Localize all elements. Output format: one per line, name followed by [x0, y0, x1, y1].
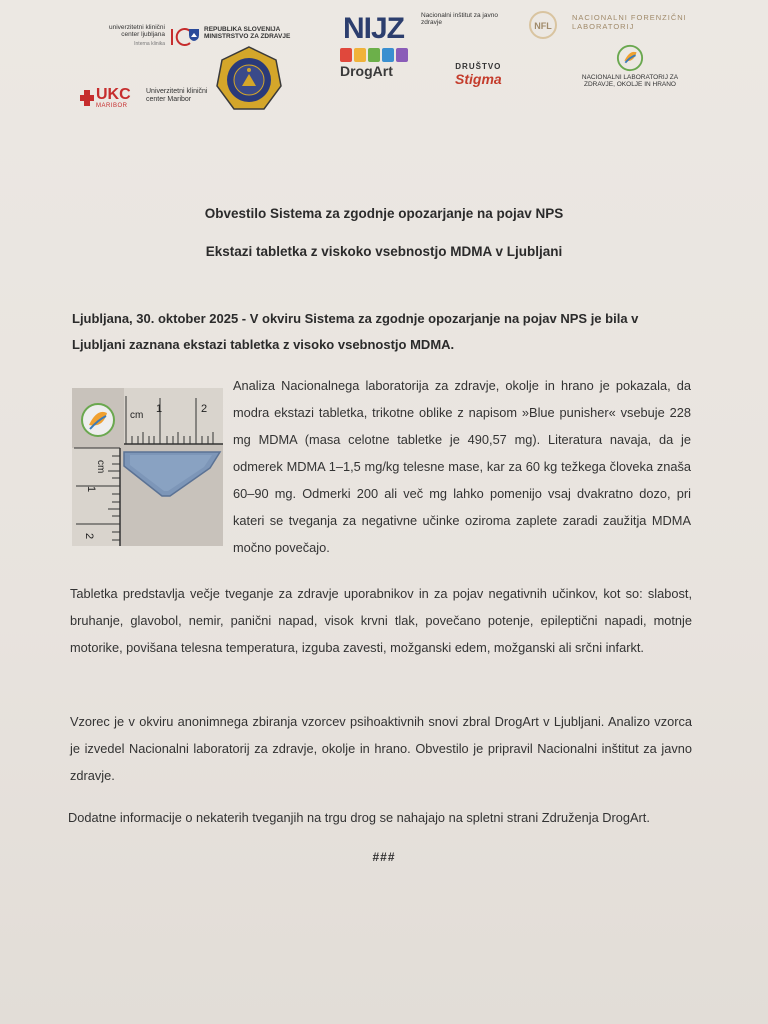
paragraph-risks: Tabletka predstavlja večje tveganje za zdravje uporabnikov in za pojav negativnih učinkov, kot so: slabost, bruhanje, glavobol, nemir, panični napad, visok krvni tlak, povečano potenje, epileptični napadi, motnje motorike, povišana telesna temperatura, izguba zavesti, možganski edem, možganski ali srčni infarkt. — [70, 586, 692, 655]
ministrstvo-text: REPUBLIKA SLOVENIJA MINISTRSTVO ZA ZDRAVJE — [204, 26, 291, 41]
paragraph-more-info: Dodatne informacije o nekaterih tveganjih na trgu drog se nahajajo na spletni strani Združenja DrogArt. — [68, 810, 650, 825]
ruler-tick-1: 1 — [156, 403, 163, 415]
ruler-side-tick: 1 — [85, 486, 97, 493]
ruler-side-tick-2: 2 — [83, 533, 95, 540]
lead-paragraph: Ljubljana, 30. oktober 2025 - V okviru Sistema za zgodnje opozarjanje na pojav NPS je bila v Ljubljani zaznana ekstazi tabletka z visoko vsebnostjo MDMA. — [72, 311, 639, 352]
ukc-ljubljana-sub: Interna klinika — [134, 40, 165, 47]
drogart-word: DrogArt — [340, 63, 393, 79]
nijz-text: Nacionalni inštitut za javno zdravje — [421, 12, 498, 26]
end-mark: ### — [372, 850, 396, 864]
ukc-maribor-text: Univerzitetni klinični center Maribor — [146, 88, 208, 104]
ruler-tick-2: 2 — [201, 403, 208, 415]
slovenia-shield-icon — [188, 28, 200, 42]
logo-nlzoh — [575, 44, 685, 89]
nijz-mark: NIJZ — [343, 12, 405, 45]
photo-corner-logo-icon — [82, 404, 114, 436]
nfl-text: NACIONALNI FORENZIČNI LABORATORIJ — [572, 13, 687, 31]
logo-ukc-ljubljana — [90, 24, 165, 48]
logo-drogart — [340, 48, 408, 79]
stigma-line2: Stigma — [455, 71, 502, 87]
paragraph-analysis: Analiza Nacionalnega laboratorija za zdravje, okolje in hrano je pokazala, da modra ekstazi tabletka, trikotne oblike z napisom »Blue punisher« vsebuje 228 mg MDMA (masa celotne tabletke je 490,57 mg). Literatura navaja, da je odmerek MDMA 1–1,5 mg/kg telesne mase, kar za 60 kg težkega človeka znaša 60–90 mg. Odmerki 200 ali več mg lahko pomenijo vsaj dvakratno dozo, pri kateri se tveganja za negativne učinke oziroma zaplete zaradi zaužitja MDMA močno povečajo. — [233, 378, 691, 555]
drogart-bars-icon — [340, 48, 408, 62]
ukc-maribor-city: MARIBOR — [96, 103, 128, 109]
logo-drustvo-stigma — [455, 62, 502, 87]
pill-photo — [72, 388, 223, 546]
page-title: Obvestilo Sistema za zgodnje opozarjanje na pojav NPS — [204, 206, 564, 221]
paragraph-sample: Vzorec je v okviru anonimnega zbiranja vzorcev psihoaktivnih snovi zbral DrogArt v Ljubljani. Analizo vzorca je izvedel Nacionalni laboratorij za zdravje, okolje in hrano. Obvestilo je pripravil Nacionalni inštitut za javno zdravje. — [70, 714, 692, 783]
stigma-line1: DRUŠTVO — [455, 62, 502, 71]
ukc-maribor-mark-icon — [80, 90, 94, 106]
police-seal-icon — [216, 46, 282, 112]
nlzoh-leaf-icon — [616, 44, 644, 72]
logo-nijz — [343, 12, 498, 46]
nfl-mark: NFL — [534, 21, 552, 31]
ruler-unit-top: cm — [130, 410, 144, 421]
ukc-ljubljana-name: univerzitetni klinični center ljubljana — [109, 24, 165, 39]
nfl-ring-icon — [528, 10, 558, 40]
ukc-maribor-brand: UKC — [96, 86, 131, 103]
nlzoh-text: NACIONALNI LABORATORIJ ZA ZDRAVJE, OKOLJE IN HRANO — [581, 74, 679, 89]
page-subtitle: Ekstazi tabletka z viskoko vsebnostjo MDMA v Ljubljani — [205, 244, 563, 259]
ruler-unit-side: cm — [95, 460, 106, 474]
